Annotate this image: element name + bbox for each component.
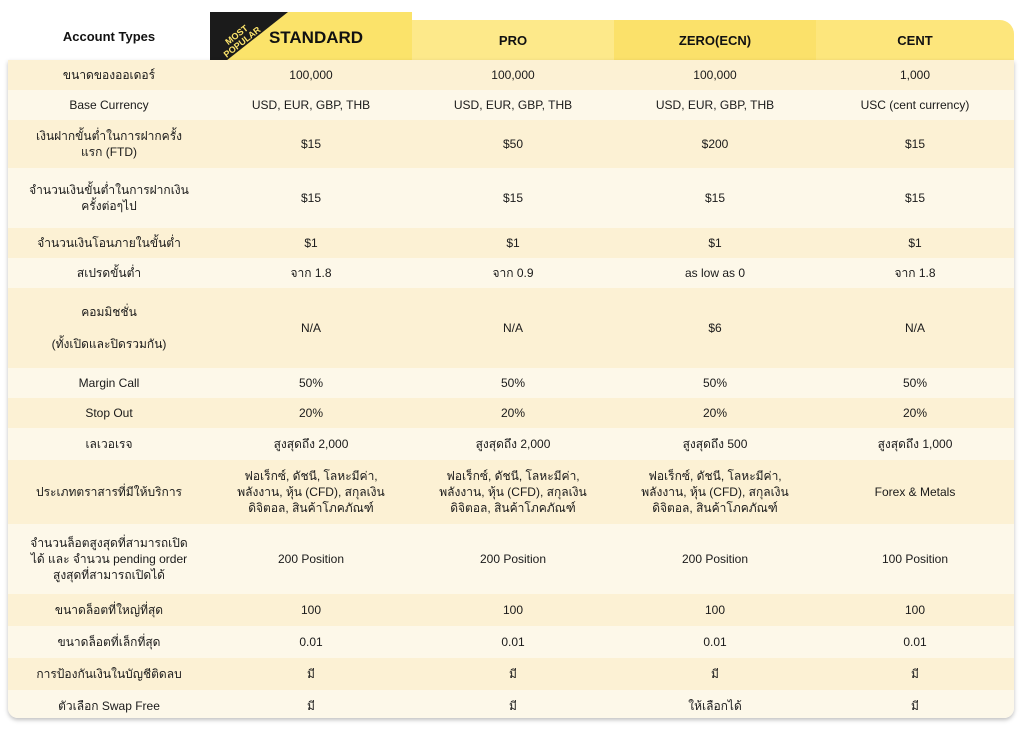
table-row xyxy=(8,228,1014,258)
row-label: เลเวอเรจ xyxy=(85,437,133,451)
table-row xyxy=(8,524,1014,594)
row-label: Margin Call xyxy=(78,376,140,390)
table-cell: 50% xyxy=(500,376,526,390)
row-label: การป้องกันเงินในบัญชีติดลบ xyxy=(36,667,182,681)
table-row xyxy=(8,428,1014,460)
table-row xyxy=(8,60,1014,90)
table-cell: $1 xyxy=(708,236,722,250)
header-account-types: Account Types xyxy=(62,28,156,44)
table-row xyxy=(8,368,1014,398)
table-cell: ให้เลือกได้ xyxy=(688,699,742,713)
table-row xyxy=(8,460,1014,524)
table-cell: 50% xyxy=(298,376,324,390)
table-row xyxy=(8,90,1014,120)
table-header xyxy=(8,12,1014,60)
table-cell: $15 xyxy=(300,137,322,151)
table-cell: 100 xyxy=(704,603,726,617)
table-cell: 200 Position xyxy=(277,552,345,566)
row-label: คอมมิชชั่น (ทั้งเปิดและปิดรวมกัน) xyxy=(51,305,167,351)
table-cell: จาก 0.9 xyxy=(492,266,534,280)
row-label: เงินฝากขั้นต่ำในการฝากครั้ง แรก (FTD) xyxy=(35,129,182,159)
table-cell: สูงสุดถึง 2,000 xyxy=(273,437,349,451)
table-cell: มี xyxy=(911,667,919,681)
row-label: ตัวเลือก Swap Free xyxy=(58,699,160,713)
table-cell: 100,000 xyxy=(289,68,333,82)
table-row xyxy=(8,398,1014,428)
row-label: ขนาดล็อตที่ใหญ่ที่สุด xyxy=(54,603,164,617)
table-cell: มี xyxy=(307,667,315,681)
table-row xyxy=(8,594,1014,626)
header-zero-ecn xyxy=(614,20,816,60)
table-cell: มี xyxy=(509,699,517,713)
table-cell: 200 Position xyxy=(479,552,547,566)
table-cell: N/A xyxy=(300,321,321,335)
table-cell: 50% xyxy=(702,376,728,390)
table-row xyxy=(8,258,1014,288)
most-popular-badge-label: MOST POPULAR xyxy=(221,23,263,60)
table-cell: USD, EUR, GBP, THB xyxy=(251,98,371,112)
table-cell: ฟอเร็กซ์, ดัชนี, โลหะมีค่า, พลังงาน, หุ้น (CFD), สกุลเงิน ดิจิตอล, สินค้าโภคภัณฑ์ xyxy=(237,469,385,515)
row-label: จำนวนล็อตสูงสุดที่สามารถเปิด ได้ และ จำนวน pending order สูงสุดที่สามารถเปิดได้ xyxy=(30,536,188,582)
table-body xyxy=(8,60,1014,718)
row-label: จำนวนเงินขั้นต่ำในการฝากเงิน ครั้งต่อๆไป xyxy=(29,183,189,213)
table-cell: USC (cent currency) xyxy=(860,98,970,112)
table-cell: $15 xyxy=(704,191,726,205)
table-cell: 100 xyxy=(904,603,926,617)
table-cell: 20% xyxy=(702,406,728,420)
table-cell: $50 xyxy=(502,137,524,151)
table-cell: ฟอเร็กซ์, ดัชนี, โลหะมีค่า, พลังงาน, หุ้น (CFD), สกุลเงิน ดิจิตอล, สินค้าโภคภัณฑ์ xyxy=(641,469,789,515)
header-pro-label: PRO xyxy=(498,32,528,48)
table-row xyxy=(8,690,1014,718)
table-cell: 20% xyxy=(298,406,324,420)
table-cell: มี xyxy=(509,667,517,681)
table-cell: ฟอเร็กซ์, ดัชนี, โลหะมีค่า, พลังงาน, หุ้น (CFD), สกุลเงิน ดิจิตอล, สินค้าโภคภัณฑ์ xyxy=(439,469,587,515)
table-cell: 100 xyxy=(502,603,524,617)
table-cell: สูงสุดถึง 2,000 xyxy=(475,437,551,451)
table-cell: 100 xyxy=(300,603,322,617)
table-cell: มี xyxy=(307,699,315,713)
table-cell: $6 xyxy=(708,321,722,335)
table-cell: 20% xyxy=(902,406,928,420)
header-standard xyxy=(210,12,412,60)
table-cell: $1 xyxy=(506,236,520,250)
row-label: จำนวนเงินโอนภายในขั้นต่ำ xyxy=(37,236,181,250)
table-cell: 1,000 xyxy=(899,68,931,82)
table-cell: 0.01 xyxy=(299,635,323,649)
row-label: Base Currency xyxy=(69,98,149,112)
table-cell: $15 xyxy=(502,191,524,205)
table-cell: 100,000 xyxy=(491,68,535,82)
account-comparison-table xyxy=(8,12,1014,718)
table-cell: $1 xyxy=(908,236,922,250)
table-row xyxy=(8,168,1014,228)
row-label: ประเภทตราสารที่มีให้บริการ xyxy=(35,485,182,499)
table-row xyxy=(8,658,1014,690)
table-cell: $15 xyxy=(904,137,926,151)
table-cell: as low as 0 xyxy=(684,266,746,280)
row-label: ขนาดของออเดอร์ xyxy=(62,68,156,82)
table-cell: มี xyxy=(711,667,719,681)
table-cell: $200 xyxy=(701,137,729,151)
row-label: Stop Out xyxy=(85,406,133,420)
table-cell: $15 xyxy=(904,191,926,205)
table-cell: $15 xyxy=(300,191,322,205)
table-cell: 0.01 xyxy=(903,635,927,649)
table-cell: N/A xyxy=(502,321,523,335)
table-cell: USD, EUR, GBP, THB xyxy=(655,98,775,112)
row-label: สเปรดขั้นต่ำ xyxy=(76,266,142,280)
table-cell: 100 Position xyxy=(881,552,949,566)
table-cell: USD, EUR, GBP, THB xyxy=(453,98,573,112)
header-zero-ecn-label: ZERO(ECN) xyxy=(678,32,752,48)
table-cell: 0.01 xyxy=(501,635,525,649)
table-cell: $1 xyxy=(304,236,318,250)
table-cell: มี xyxy=(911,699,919,713)
header-pro xyxy=(412,20,614,60)
table-cell: จาก 1.8 xyxy=(290,266,332,280)
table-cell: 50% xyxy=(902,376,928,390)
table-row xyxy=(8,626,1014,658)
table-row xyxy=(8,288,1014,368)
table-cell: จาก 1.8 xyxy=(894,266,936,280)
table-row xyxy=(8,120,1014,168)
table-cell: 200 Position xyxy=(681,552,749,566)
row-label: ขนาดล็อตที่เล็กที่สุด xyxy=(57,635,161,649)
table-cell: Forex & Metals xyxy=(874,485,956,499)
table-cell: สูงสุดถึง 500 xyxy=(682,437,748,451)
table-cell: 100,000 xyxy=(693,68,737,82)
header-standard-label: STANDARD xyxy=(268,28,364,47)
table-cell: สูงสุดถึง 1,000 xyxy=(877,437,953,451)
table-cell: 0.01 xyxy=(703,635,727,649)
table-cell: N/A xyxy=(904,321,925,335)
table-cell: 20% xyxy=(500,406,526,420)
header-cent-label: CENT xyxy=(897,32,933,48)
header-cent xyxy=(816,20,1014,60)
